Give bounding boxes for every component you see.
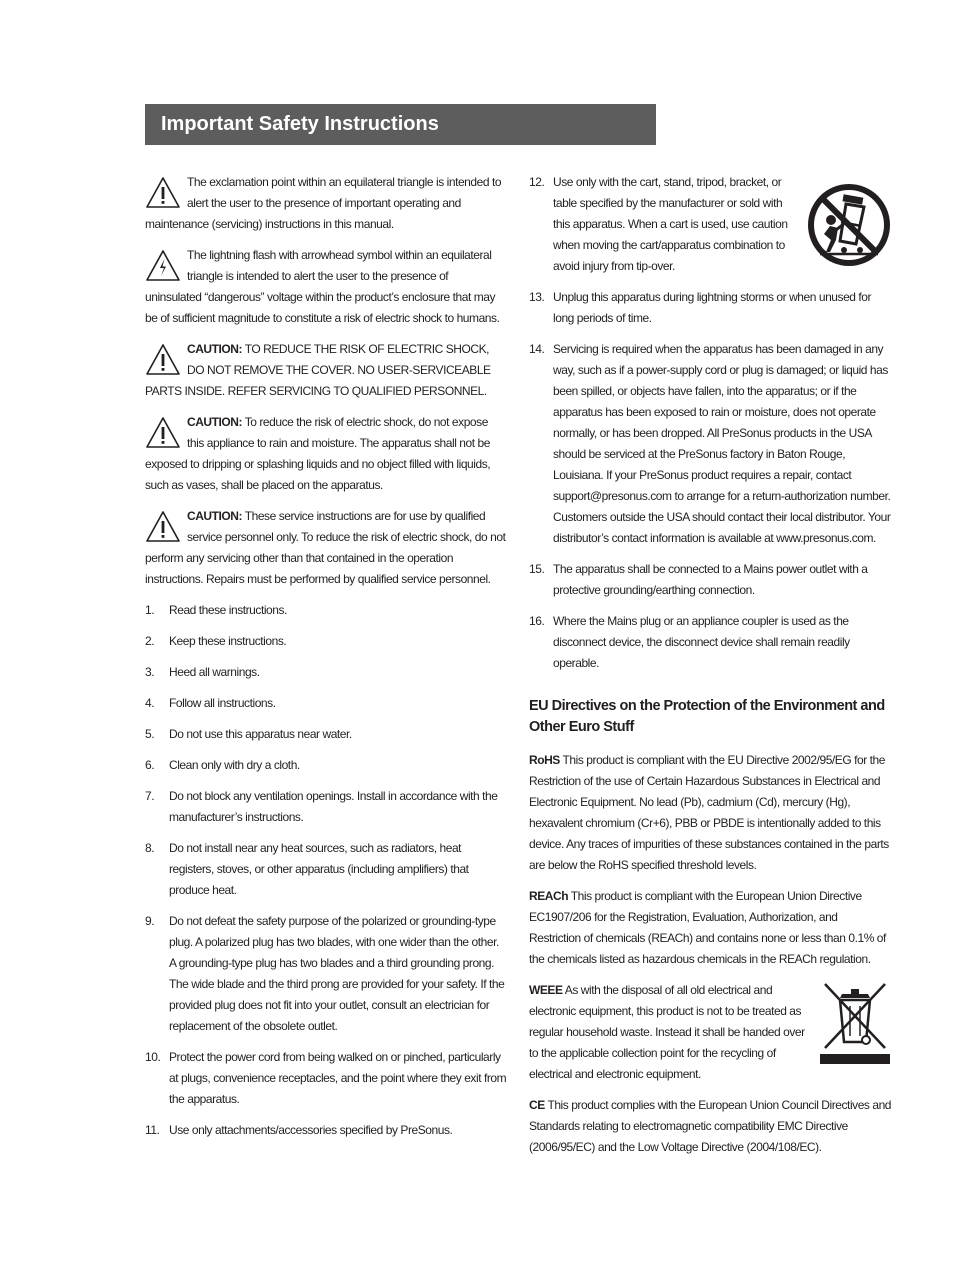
instruction-number: 13. <box>529 290 545 304</box>
instruction-item <box>145 838 507 901</box>
instruction-number: 6. <box>145 758 155 772</box>
instruction-item <box>145 693 507 714</box>
symbol-lightning-text: The lightning flash with arrowhead symbol within an equilateral triangle is intended to alert the user to the presence of uninsulated “dangerous” voltage within the product’s enclosure that may be of sufficient magnitude to constitute a risk of electric shock to humans. <box>145 248 500 325</box>
left-column <box>145 172 507 1151</box>
instruction-text: Clean only with dry a cloth. <box>169 758 300 772</box>
instruction-item <box>529 172 892 277</box>
exclamation-triangle-icon <box>145 510 181 544</box>
reach-paragraph <box>529 886 892 970</box>
instruction-number: 10. <box>145 1050 161 1064</box>
no-cart-tip-over-icon <box>806 182 892 268</box>
reach-label: REACh <box>529 889 569 903</box>
symbol-exclamation-note <box>145 172 507 235</box>
instruction-number: 12. <box>529 175 545 189</box>
ce-paragraph <box>529 1095 892 1158</box>
instruction-number: 9. <box>145 914 155 928</box>
instruction-text: Do not block any ventilation openings. Install in accordance with the manufacturer’s instructions. <box>169 789 498 824</box>
crossed-out-wheelie-bin-icon <box>820 980 890 1066</box>
instruction-text: Unplug this apparatus during lightning storms or when unused for long periods of time. <box>553 290 872 325</box>
instruction-text: Read these instructions. <box>169 603 287 617</box>
instruction-text: Do not use this apparatus near water. <box>169 727 352 741</box>
instruction-item <box>529 559 892 601</box>
caution-note-2 <box>145 412 507 496</box>
lightning-triangle-icon <box>145 249 181 283</box>
right-column <box>529 172 892 1168</box>
instruction-item <box>145 1120 507 1141</box>
instruction-text: Use only with the cart, stand, tripod, bracket, or table specified by the manufacturer or sold with this apparatus. When a cart is used, use caution when moving the cart/apparatus combination to avoid injury from tip-over. <box>553 175 788 273</box>
caution-label: CAUTION: <box>187 415 243 429</box>
instruction-number: 5. <box>145 727 155 741</box>
exclamation-triangle-icon <box>145 176 181 210</box>
instruction-number: 3. <box>145 665 155 679</box>
instruction-text: Do not install near any heat sources, such as radiators, heat registers, stoves, or other apparatus (including amplifiers) that produce heat. <box>169 841 469 897</box>
caution-text: TO REDUCE THE RISK OF ELECTRIC SHOCK, DO NOT REMOVE THE COVER. NO USER-SERVICEABLE PARTS INSIDE. REFER SERVICING TO QUALIFIED PERSONNEL. <box>145 342 491 398</box>
instruction-number: 16. <box>529 614 545 628</box>
instruction-text: Follow all instructions. <box>169 696 276 710</box>
instruction-item <box>145 911 507 1037</box>
instruction-number: 2. <box>145 634 155 648</box>
instruction-item <box>145 631 507 652</box>
instruction-item <box>145 662 507 683</box>
symbol-exclamation-text: The exclamation point within an equilateral triangle is intended to alert the user to the presence of important operating and maintenance (servicing) instructions in this manual. <box>145 175 502 231</box>
weee-text: As with the disposal of all old electrical and electronic equipment, this product is not to be treated as regular household waste. Instead it shall be handed over to the applicable collection point for the recycling of electrical and electronic equipment. <box>529 983 805 1081</box>
instruction-number: 15. <box>529 562 545 576</box>
caution-label: CAUTION: <box>187 342 243 356</box>
weee-paragraph <box>529 980 892 1085</box>
reach-text: This product is compliant with the European Union Directive EC1907/206 for the Registration, Evaluation, Authorization, and Restriction of chemicals (REACh) and contains none or less than 0.1% of the chemicals listed as hazardous chemicals in the REACh regulation. <box>529 889 886 966</box>
instruction-text: Heed all warnings. <box>169 665 260 679</box>
weee-label: WEEE <box>529 983 563 997</box>
instruction-text: Use only attachments/accessories specified by PreSonus. <box>169 1123 453 1137</box>
instruction-item <box>529 339 892 549</box>
page-title: Important Safety Instructions <box>145 104 656 145</box>
caution-text: To reduce the risk of electric shock, do not expose this appliance to rain and moisture. The apparatus shall not be exposed to dripping or splashing liquids and no object filled with liquids, such as vases, shall be placed on the apparatus. <box>145 415 491 492</box>
instruction-text: Servicing is required when the apparatus has been damaged in any way, such as if a power-supply cord or plug is damaged; or liquid has been spilled, or objects have fallen, into the apparatus; or if the apparatus has been exposed to rain or moisture, does not operate normally, or has been dropped. All PreSonus products in the USA should be serviced at the PreSonus factory in Baton Rouge, Louisiana. If your PreSonus product requires a repair, contact support@presonus.com to arrange for a return-authorization number. Customers outside the USA should contact their local distributor. Your distributor’s contact information is available at www.presonus.com. <box>553 342 891 545</box>
instruction-number: 14. <box>529 342 545 356</box>
instruction-number: 11. <box>145 1123 160 1137</box>
instruction-item <box>145 600 507 621</box>
caution-text: These service instructions are for use by qualified service personnel only. To reduce the risk of electric shock, do not perform any servicing other than that contained in the operation instructions. Repairs must be performed by qualified service personnel. <box>145 509 506 586</box>
instruction-text: Keep these instructions. <box>169 634 287 648</box>
rohs-text: This product is compliant with the EU Directive 2002/95/EG for the Restriction of the use of Certain Hazardous Substances in Electrical and Electronic Equipment. No lead (Pb), cadmium (Cd), mercury (Hg), hexavalent chromium (Cr+6), PBB or PBDE is intentionally added to this device. Any traces of impurities of these substances contained in the parts are below the RoHS specified threshold levels. <box>529 753 889 872</box>
instruction-item <box>145 786 507 828</box>
instruction-number: 1. <box>145 603 155 617</box>
symbol-lightning-note <box>145 245 507 329</box>
instruction-item <box>529 611 892 674</box>
instruction-item <box>145 724 507 745</box>
instruction-text: Where the Mains plug or an appliance coupler is used as the disconnect device, the disconnect device shall remain readily operable. <box>553 614 850 670</box>
instruction-item <box>529 287 892 329</box>
instruction-item <box>145 755 507 776</box>
instruction-item <box>145 1047 507 1110</box>
rohs-label: RoHS <box>529 753 560 767</box>
instruction-text: Protect the power cord from being walked on or pinched, particularly at plugs, convenience receptacles, and the point where they exit from the apparatus. <box>169 1050 507 1106</box>
eu-directives-heading: EU Directives on the Protection of the Environment and Other Euro Stuff <box>529 698 885 735</box>
instruction-number: 4. <box>145 696 155 710</box>
instruction-number: 7. <box>145 789 155 803</box>
ce-label: CE <box>529 1098 545 1112</box>
ce-text: This product complies with the European Union Council Directives and Standards relating to electromagnetic compatibility EMC Directive (2006/95/EC) and the Low Voltage Directive (2004/108/EC). <box>529 1098 892 1154</box>
rohs-paragraph <box>529 750 892 876</box>
instruction-text: The apparatus shall be connected to a Mains power outlet with a protective grounding/earthing connection. <box>553 562 868 597</box>
caution-note-1 <box>145 339 507 402</box>
instruction-number: 8. <box>145 841 155 855</box>
exclamation-triangle-icon <box>145 416 181 450</box>
instruction-text: Do not defeat the safety purpose of the polarized or grounding-type plug. A polarized plug has two blades, with one wider than the other. A grounding-type plug has two blades and a third grounding prong. The wide blade and the third prong are provided for your safety. If the provided plug does not fit into your outlet, consult an electrician for replacement of the obsolete outlet. <box>169 914 505 1033</box>
caution-label: CAUTION: <box>187 509 243 523</box>
caution-note-3 <box>145 506 507 590</box>
exclamation-triangle-icon <box>145 343 181 377</box>
